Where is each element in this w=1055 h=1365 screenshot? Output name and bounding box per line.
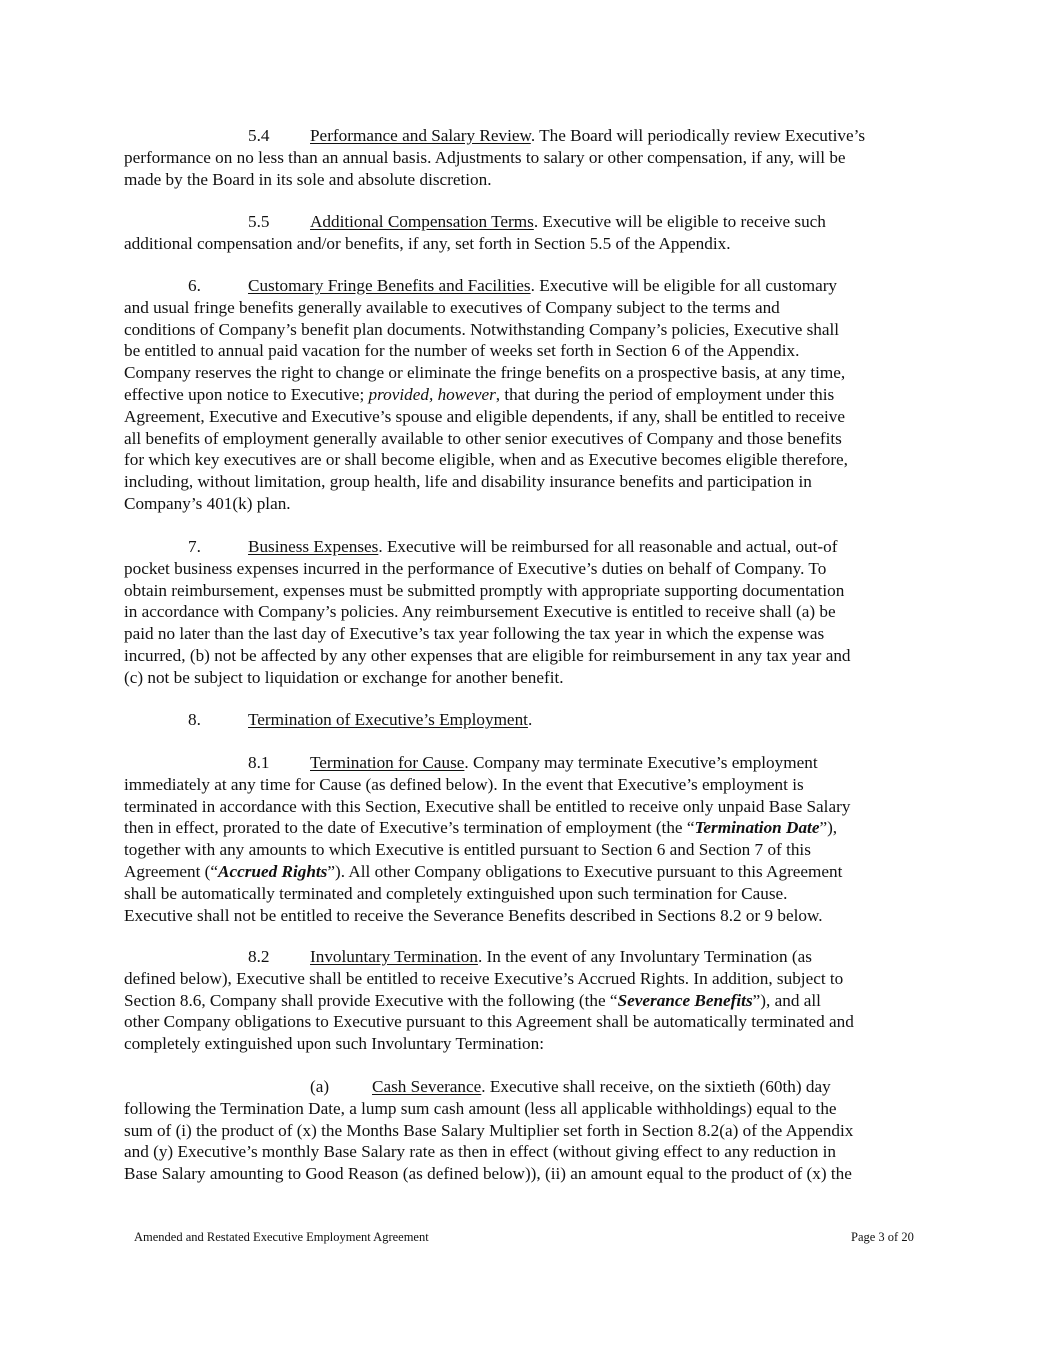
- section-heading: Involuntary Termination: [310, 947, 478, 966]
- body-text: Agreement (“: [124, 861, 219, 881]
- section-8-1: [124, 752, 932, 926]
- body-text: . Executive will be eligible to receive such: [533, 212, 826, 231]
- body-text: [124, 384, 932, 406]
- body-text: for which key executives are or shall become eligible, when and as Executive becomes eligible therefore,: [124, 450, 848, 470]
- body-text: Base Salary amounting to Good Reason (as defined below)), (ii) an amount equal to the product of (x) the: [124, 1164, 852, 1184]
- body-text: and usual fringe benefits generally available to executives of Company subject to the terms and: [124, 297, 780, 317]
- body-text: defined below), Executive shall be entitled to receive Executive’s Accrued Rights. In addition, subject to: [124, 968, 844, 988]
- body-text: effective upon notice to Executive;: [124, 384, 369, 404]
- body-text: Company reserves the right to change or eliminate the fringe benefits on a prospective basis, at any time,: [124, 363, 846, 383]
- body-text: Executive shall not be entitled to receive the Severance Benefits described in Sections 8.2 or 9 below.: [124, 905, 823, 925]
- section-number: 5.5: [248, 212, 270, 231]
- section-8-2-line-1: [124, 946, 932, 968]
- section-6: [124, 275, 932, 515]
- body-text: then in effect, prorated to the date of Executive’s termination of employment (the “: [124, 818, 695, 838]
- italic-term: provided, however: [368, 384, 496, 404]
- section-heading: Cash Severance: [372, 1077, 482, 1096]
- section-8-2: [124, 946, 932, 1055]
- section-number: (a): [310, 1077, 330, 1096]
- section-8-2-a-line-1: [124, 1076, 932, 1098]
- body-text: including, without limitation, group health, life and disability insurance benefits and participation in: [124, 472, 812, 492]
- section-heading: Performance and Salary Review: [310, 126, 531, 145]
- section-5-5-line-1: [124, 211, 932, 233]
- section-heading: Termination of Executive’s Employment: [248, 710, 528, 729]
- section-7: [124, 536, 932, 689]
- section-heading: Business Expenses: [248, 537, 379, 556]
- body-text: ”),: [819, 818, 838, 838]
- body-text: . Executive will be eligible for all customary: [530, 276, 838, 295]
- body-text: other Company obligations to Executive pursuant to this Agreement shall be automatically terminated and: [124, 1012, 854, 1032]
- body-text: incurred, (b) not be affected by any other expenses that are eligible for reimbursement in any tax year and: [124, 645, 851, 665]
- body-text: sum of (i) the product of (x) the Months Base Salary Multiplier set forth in Section 8.2(a) of the Appendix: [124, 1120, 854, 1140]
- defined-term: Severance Benefits: [617, 990, 753, 1010]
- section-6-line-1: [124, 275, 932, 297]
- body-text: terminated in accordance with this Section, Executive shall be entitled to receive only unpaid Base Salary: [124, 796, 851, 816]
- body-text: Section 8.6, Company shall provide Executive with the following (the “: [124, 990, 618, 1010]
- section-8-1-line-1: [124, 752, 932, 774]
- body-text: shall be automatically terminated and completely extinguished upon such termination for Cause.: [124, 883, 788, 903]
- section-8: [124, 709, 932, 731]
- body-text: [124, 817, 932, 839]
- body-text: together with any amounts to which Executive is entitled pursuant to Section 6 and Section 7 of this: [124, 840, 811, 860]
- body-text: . The Board will periodically review Executive’s: [530, 126, 866, 145]
- body-text: completely extinguished upon such Involuntary Termination:: [124, 1034, 544, 1054]
- body-text: following the Termination Date, a lump sum cash amount (less all applicable withholdings) equal to the: [124, 1098, 837, 1118]
- body-text: be entitled to annual paid vacation for the number of weeks set forth in Section 6 of the Appendix.: [124, 341, 800, 361]
- body-text: , that during the period of employment under this: [495, 384, 835, 404]
- body-text: additional compensation and/or benefits, if any, set forth in Section 5.5 of the Appendix.: [124, 233, 731, 253]
- body-text: . Executive shall receive, on the sixtieth (60th) day: [481, 1077, 831, 1096]
- footer-document-title: Amended and Restated Executive Employment Agreement: [134, 1230, 429, 1244]
- body-text: performance on no less than an annual basis. Adjustments to salary or other compensation, if any, will be: [124, 147, 846, 167]
- body-text: [124, 861, 932, 883]
- body-text: all benefits of employment generally available to other senior executives of Company and those benefits: [124, 428, 842, 448]
- defined-term: Termination Date: [694, 818, 820, 838]
- section-5-4: [124, 125, 932, 190]
- section-8-2-a: [124, 1076, 932, 1185]
- section-heading: Additional Compensation Terms: [310, 212, 534, 231]
- body-text: pocket business expenses incurred in the performance of Executive’s duties on behalf of Company. To: [124, 558, 827, 578]
- body-text: in accordance with Company’s policies. Any reimbursement Executive is entitled to receive shall (a) be: [124, 602, 836, 622]
- section-number: 6.: [188, 276, 201, 295]
- footer-page-number: Page 3 of 20: [851, 1230, 914, 1244]
- body-text: immediately at any time for Cause (as defined below). In the event that Executive’s employment is: [124, 774, 804, 794]
- body-text: and (y) Executive’s monthly Base Salary rate as then in effect (without giving effect to any reduction in: [124, 1142, 836, 1162]
- body-text: . Executive will be reimbursed for all reasonable and actual, out-of: [378, 537, 838, 556]
- section-5-4-line-1: [124, 125, 932, 147]
- body-text: Agreement, Executive and Executive’s spouse and eligible dependents, if any, shall be entitled to receive: [124, 406, 845, 426]
- body-text: . In the event of any Involuntary Termination (as: [477, 947, 812, 966]
- section-7-line-1: [124, 536, 932, 558]
- body-text: . Company may terminate Executive’s employment: [464, 753, 818, 772]
- section-number: 8.2: [248, 947, 270, 966]
- body-text: ”). All other Company obligations to Executive pursuant to this Agreement: [327, 861, 843, 881]
- section-8-line-1: [124, 709, 932, 731]
- defined-term: Accrued Rights: [218, 861, 328, 881]
- section-number: 8.1: [248, 753, 270, 772]
- section-heading: Customary Fringe Benefits and Facilities: [248, 276, 531, 295]
- body-text: .: [527, 710, 533, 729]
- section-number: 7.: [188, 537, 201, 556]
- body-text: (c) not be subject to liquidation or exchange for another benefit.: [124, 667, 564, 687]
- body-text: Company’s 401(k) plan.: [124, 493, 291, 513]
- section-heading: Termination for Cause: [310, 753, 465, 772]
- body-text: obtain reimbursement, expenses must be submitted promptly with appropriate supporting documentation: [124, 580, 845, 600]
- body-text: ”), and all: [752, 990, 821, 1010]
- body-text: conditions of Company’s benefit plan documents. Notwithstanding Company’s policies, Executive shall: [124, 319, 840, 339]
- body-text: made by the Board in its sole and absolute discretion.: [124, 169, 492, 189]
- section-number: 5.4: [248, 126, 270, 145]
- body-text: paid no later than the last day of Executive’s tax year following the tax year in which the expense was: [124, 624, 825, 644]
- section-5-5: [124, 211, 932, 255]
- body-text: [124, 990, 932, 1012]
- section-number: 8.: [188, 710, 201, 729]
